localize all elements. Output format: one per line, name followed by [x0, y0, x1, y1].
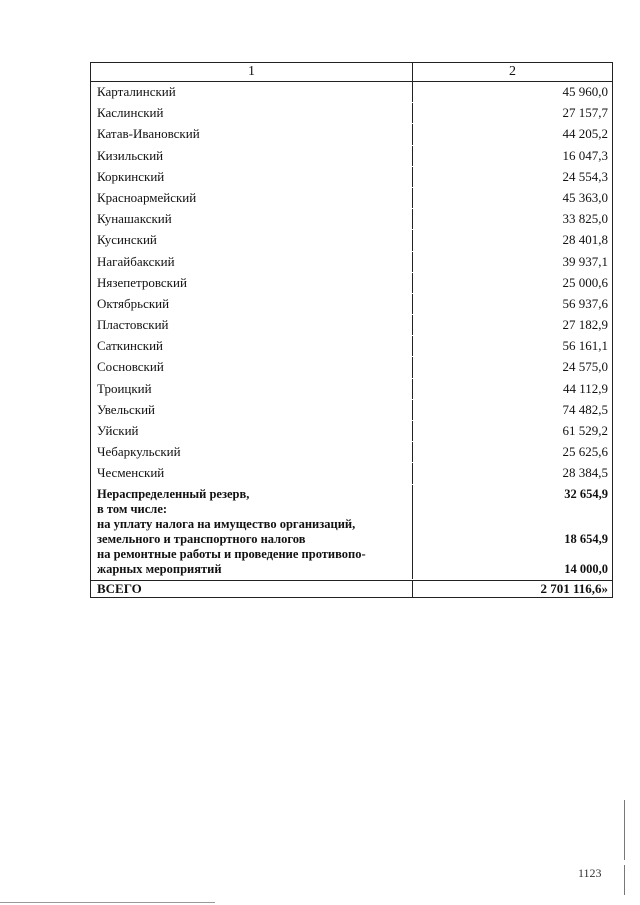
district-value: 45 363,0	[562, 189, 608, 205]
district-name: Каслинский	[91, 103, 413, 123]
district-value: 61 529,2	[562, 423, 608, 438]
district-value: 44 205,2	[562, 126, 608, 142]
district-value: 28 384,5	[562, 465, 608, 481]
district-value: 24 554,3	[562, 168, 608, 184]
table-row	[91, 357, 612, 378]
district-name: Катав-Ивановский	[91, 124, 413, 144]
district-name: Сосновский	[91, 357, 413, 377]
table-row	[91, 230, 612, 251]
district-value: 39 937,1	[562, 253, 608, 269]
district-name: Нагайбакский	[91, 252, 413, 272]
district-value: 56 937,6	[562, 295, 608, 311]
table-row	[91, 294, 612, 315]
district-name: Кусинский	[91, 230, 413, 250]
table-row	[91, 273, 612, 294]
district-value: 25 625,6	[562, 444, 608, 460]
district-name: Карталинский	[91, 82, 413, 102]
reserve-item1-line2: земельного и транспортного налогов	[97, 531, 306, 546]
scan-edge-mark-lower	[624, 865, 625, 895]
table-header-row	[91, 63, 612, 82]
total-label: ВСЕГО	[91, 581, 413, 597]
scan-edge-mark	[624, 800, 625, 860]
budget-table	[90, 62, 613, 598]
district-value: 45 960,0	[562, 84, 608, 99]
district-name: Саткинский	[91, 336, 413, 356]
district-name: Чесменский	[91, 463, 413, 483]
district-value: 27 182,9	[562, 317, 608, 333]
reserve-item2-line1: на ремонтные работы и проведение противопо-	[97, 546, 366, 561]
district-value: 27 157,7	[562, 105, 608, 121]
district-value: 28 401,8	[562, 232, 608, 248]
district-name: Коркинский	[91, 167, 413, 187]
district-value: 16 047,3	[562, 147, 608, 163]
district-value: 74 482,5	[562, 401, 608, 417]
district-name: Нязепетровский	[91, 273, 413, 293]
reserve-title: Нераспределенный резерв,	[97, 486, 250, 501]
table-row	[91, 463, 612, 484]
district-name: Пластовский	[91, 315, 413, 335]
table-row	[91, 421, 612, 442]
table-row	[91, 252, 612, 273]
table-row	[91, 442, 612, 463]
reserve-item1-line1: на уплату налога на имущество организаций,	[97, 516, 356, 531]
district-value: 25 000,6	[562, 274, 608, 290]
reserve-block	[91, 485, 612, 580]
district-value: 33 825,0	[562, 211, 608, 227]
table-row	[91, 209, 612, 230]
district-value: 56 161,1	[562, 338, 608, 354]
table-row	[91, 379, 612, 400]
reserve-item2-value: 14 000,0	[564, 561, 608, 576]
table-row	[91, 315, 612, 336]
district-name: Троицкий	[91, 379, 413, 399]
table-row	[91, 146, 612, 167]
table-row	[91, 167, 612, 188]
table-row	[91, 124, 612, 145]
district-name: Октябрьский	[91, 294, 413, 314]
district-value: 24 575,0	[562, 359, 608, 375]
total-value: 2 701 116,6»	[540, 580, 608, 596]
table-body	[91, 82, 612, 485]
reserve-including: в том числе:	[97, 501, 168, 516]
reserve-item1-value: 18 654,9	[564, 531, 608, 546]
table-row	[91, 82, 612, 103]
footnote-rule	[0, 902, 215, 903]
table-row	[91, 336, 612, 357]
table-row	[91, 103, 612, 124]
header-col-1: 1	[91, 63, 413, 81]
district-value: 44 112,9	[562, 380, 608, 396]
district-name: Чебаркульский	[91, 442, 413, 462]
total-row	[91, 580, 612, 597]
district-name: Увельский	[91, 400, 413, 420]
reserve-item2-line2: жарных мероприятий	[97, 561, 222, 576]
header-col-2: 2	[509, 64, 516, 79]
page-number: 1123	[578, 866, 602, 880]
district-name: Кизильский	[91, 146, 413, 166]
district-name: Кунашакский	[91, 209, 413, 229]
table-row	[91, 400, 612, 421]
district-name: Уйский	[91, 421, 413, 441]
reserve-value: 32 654,9	[564, 486, 608, 501]
district-name: Красноармейский	[91, 188, 413, 208]
table-row	[91, 188, 612, 209]
